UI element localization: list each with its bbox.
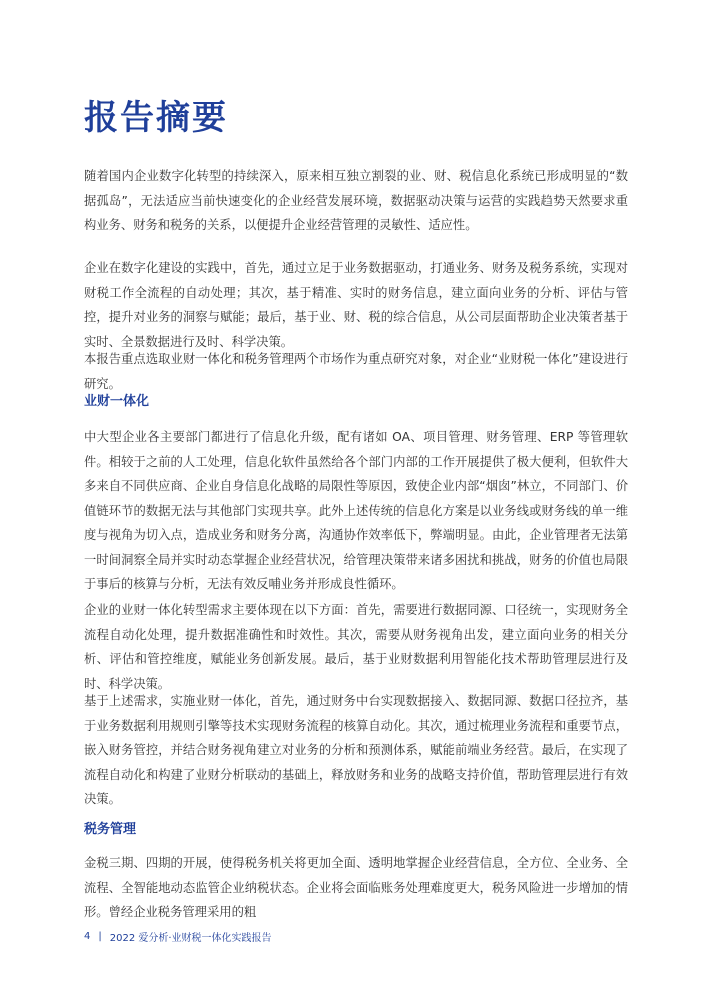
intro-paragraph-3: 本报告重点选取业财一体化和税务管理两个市场作为重点研究对象，对企业“业财税一体化”建设进行研究。 [84, 352, 628, 391]
footer-separator: | [98, 931, 102, 942]
page-title: 报告摘要 [84, 98, 228, 138]
intro-paragraph-1: 随着国内企业数字化转型的持续深入，原来相互独立割裂的业、财、税信息化系统已形成明显的“数据孤岛”，无法适应当前快速变化的企业经营发展环境，数据驱动决策与运营的实践趋势天然要求重构业务、财务和税务的关系，以便提升企业经营管理的灵敏性、适应性。 [84, 169, 628, 232]
yecai-paragraph-2: 企业的业财一体化转型需求主要体现在以下方面：首先，需要进行数据同源、口径统一，实现财务全流程自动化处理，提升数据准确性和时效性。其次，需要从财务视角出发，建立面向业务的相关分析、评估和管控维度，赋能业务创新发展。最后，基于业财数据利用智能化技术帮助管理层进行及时、科学决策。 [84, 603, 628, 691]
page-footer [84, 929, 272, 944]
footer-report-title: 2022 爱分析·业财税一体化实践报告 [109, 933, 272, 944]
yecai-paragraph-1: 中大型企业各主要部门都进行了信息化升级，配有诸如 OA、项目管理、财务管理、ERP 等管理软件。相较于之前的人工处理，信息化软件虽然给各个部门内部的工作开展提供了极大便利，但软件大多来自不同供应商、企业自身信息化战略的局限性等原因，致使企业内部“烟囱”林立，不同部门、价值链环节的数据无法与其他部门实现共享。此外上述传统的信息化方案是以业务线或财务线的单一维度与视角为切入点，造成业务和财务分离，沟通协作效率低下，弊端明显。由此，企业管理者无法第一时间洞察全局并实时动态掌握企业经营状况，给管理决策带来诸多困扰和挑战，财务的价值也局限于事后的核算与分析，无法有效反哺业务并形成良性循环。 [84, 430, 628, 591]
yecai-paragraph-3: 基于上述需求，实施业财一体化，首先，通过财务中台实现数据接入、数据同源、数据口径拉齐，基于业务数据利用规则引擎等技术实现财务流程的核算自动化。其次，通过梳理业务流程和重要节点，嵌入财务管控，并结合财务视角建立对业务的分析和预测体系，赋能前端业务经营。最后，在实现了流程自动化和构建了业财分析联动的基础上，释放财务和业务的战略支持价值，帮助管理层进行有效决策。 [84, 694, 628, 806]
section-heading-yecai: 业财一体化 [84, 394, 150, 409]
tax-paragraph-1: 金税三期、四期的开展，使得税务机关将更加全面、透明地掌握企业经营信息，全方位、全业务、全流程、全智能地动态监管企业纳税状态。企业将会面临账务处理难度更大，税务风险进一步增加的情形。曾经企业税务管理采用的粗 [84, 856, 628, 919]
section-heading-tax: 税务管理 [84, 822, 137, 837]
intro-paragraph-2: 企业在数字化建设的实践中，首先，通过立足于业务数据驱动，打通业务、财务及税务系统，实现对财税工作全流程的自动处理；其次，基于精准、实时的财务信息，建立面向业务的分析、评估与管控，提升对业务的洞察与赋能；最后，基于业、财、税的综合信息，从公司层面帮助企业决策者基于实时、全景数据进行及时、科学决策。 [84, 261, 628, 349]
page-number: 4 [84, 931, 91, 942]
